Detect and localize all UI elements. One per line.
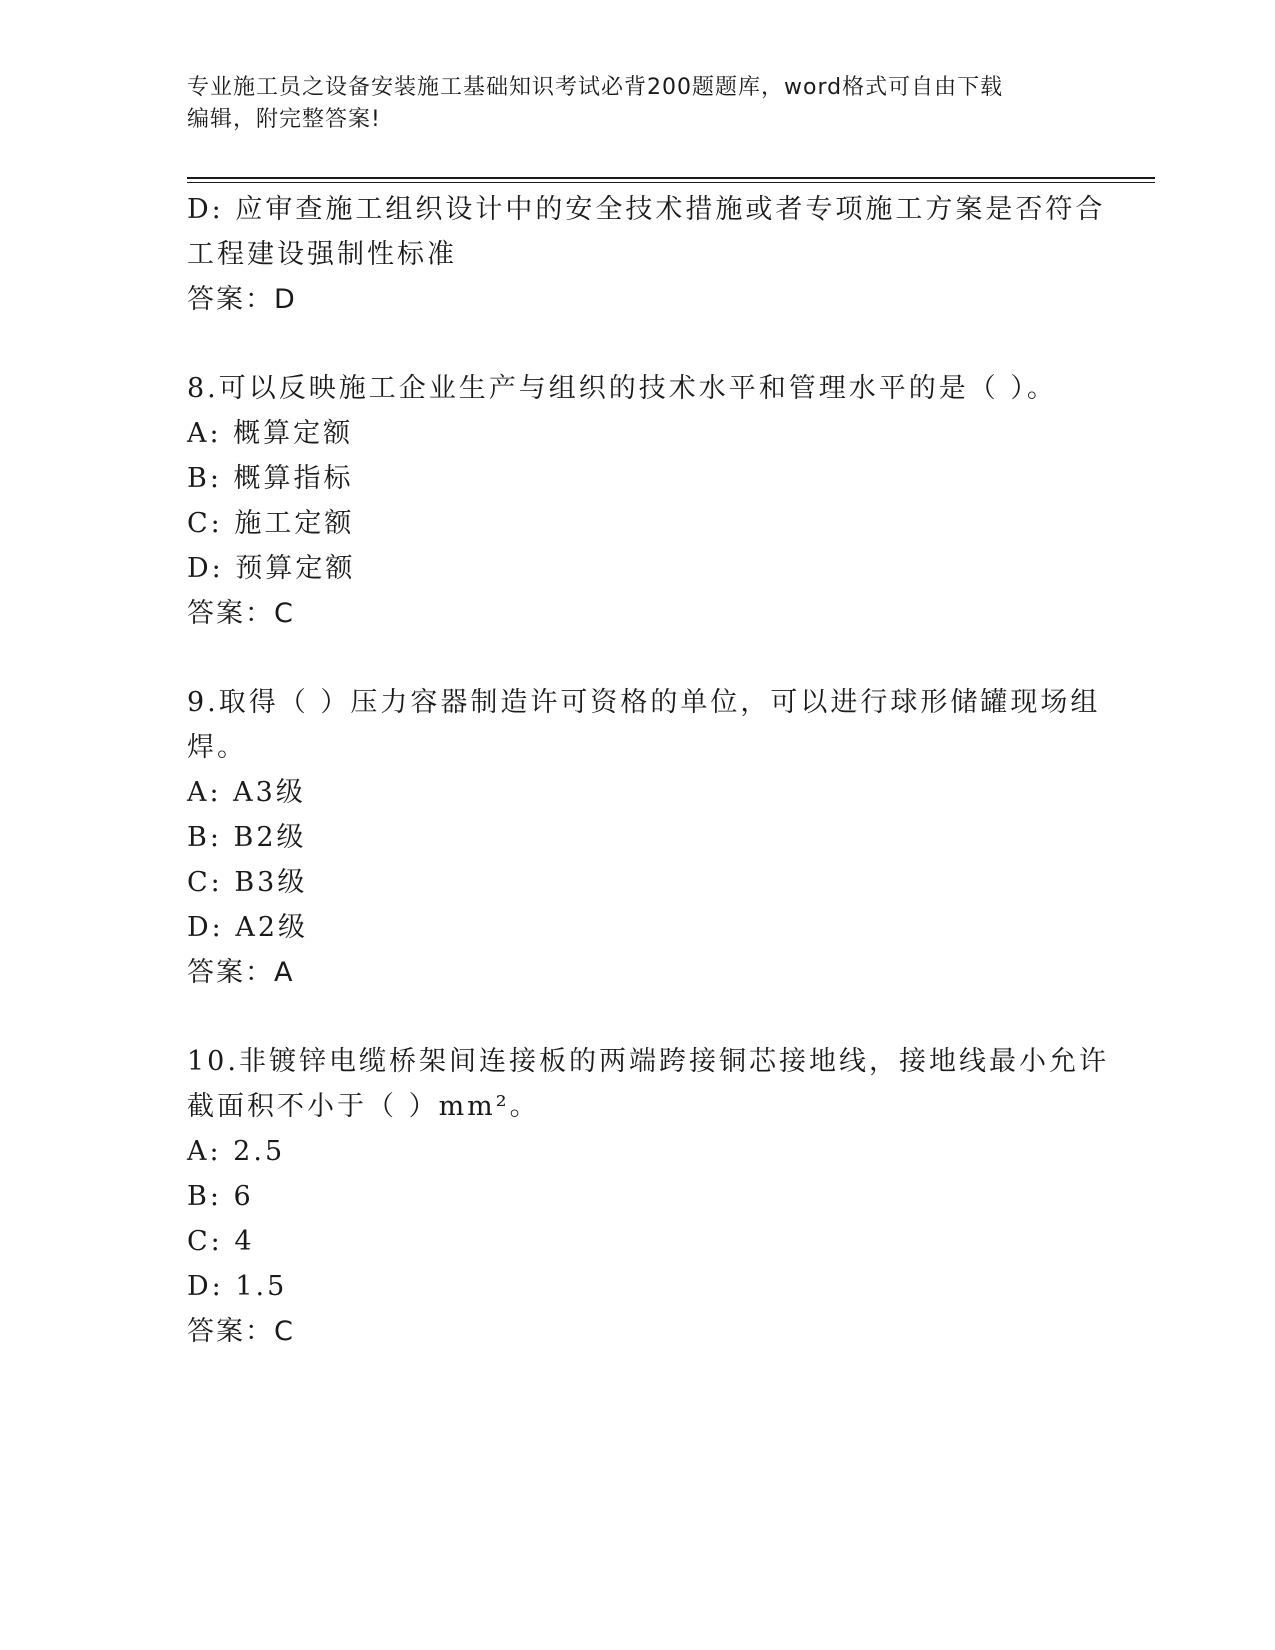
header-divider-thin — [187, 182, 1155, 183]
option-d: D: 预算定额 — [187, 553, 356, 584]
question-stem-line-1: 10.非镀锌电缆桥架间连接板的两端跨接铜芯接地线，接地线最小允许 — [187, 1046, 1109, 1077]
option-c: C: B3级 — [187, 867, 308, 898]
spacer — [187, 323, 1087, 366]
option-d: D: 1.5 — [187, 1271, 288, 1302]
answer-line: 答案：C — [187, 598, 295, 629]
answer-line: 答案：A — [187, 957, 295, 988]
option-b: B: 6 — [187, 1181, 254, 1212]
header-line-2: 编辑，附完整答案! — [187, 107, 381, 132]
previous-question-tail — [187, 187, 1106, 323]
option-a: A: 2.5 — [187, 1136, 286, 1167]
option-d-line-1: D: 应审查施工组织设计中的安全技术措施或者专项施工方案是否符合 — [187, 194, 1106, 225]
question-8 — [187, 366, 1087, 637]
document-body — [187, 187, 1109, 1355]
option-b: B: B2级 — [187, 822, 307, 853]
spacer — [187, 637, 1087, 680]
question-9 — [187, 680, 1101, 996]
question-10 — [187, 1039, 1109, 1355]
question-stem-line-2: 截面积不小于（ ）mm²。 — [187, 1091, 540, 1122]
answer-line: 答案：C — [187, 1316, 295, 1347]
answer-line: 答案：D — [187, 284, 297, 315]
option-d-line-2: 工程建设强制性标准 — [187, 239, 457, 270]
option-a: A: 概算定额 — [187, 418, 354, 449]
question-stem-line-1: 9.取得（ ）压力容器制造许可资格的单位，可以进行球形储罐现场组 — [187, 687, 1101, 718]
option-a: A: A3级 — [187, 777, 306, 808]
header-line-1: 专业施工员之设备安装施工基础知识考试必背200题题库，word格式可自由下载 — [187, 75, 1004, 100]
option-d: D: A2级 — [187, 912, 309, 943]
question-stem-line-2: 焊。 — [187, 732, 247, 763]
spacer — [187, 996, 1087, 1039]
option-c: C: 施工定额 — [187, 508, 355, 539]
option-c: C: 4 — [187, 1226, 255, 1257]
option-b: B: 概算指标 — [187, 463, 354, 494]
question-stem: 8.可以反映施工企业生产与组织的技术水平和管理水平的是（ ）。 — [187, 373, 1057, 404]
document-header — [187, 72, 1087, 136]
header-divider-thick — [187, 177, 1155, 179]
